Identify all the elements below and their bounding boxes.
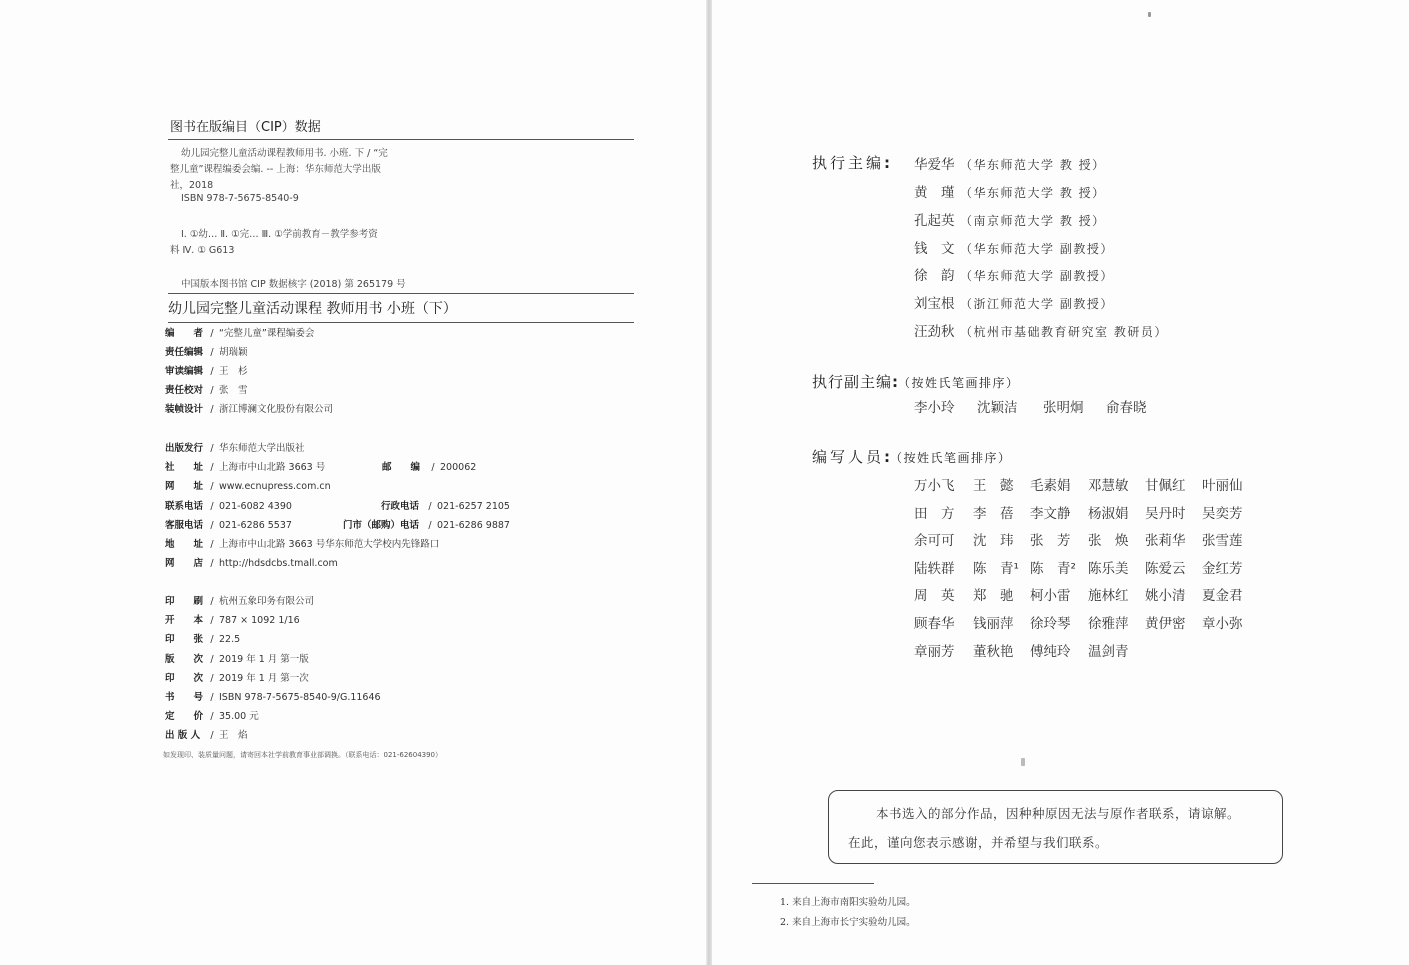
role-colon: : (884, 448, 891, 466)
sort-note: （按姓氏笔画排序） (898, 376, 1020, 390)
editor-name: 汪劲秋 (914, 324, 955, 340)
info-label: 网 址 (165, 481, 204, 492)
exec-chief-editor (914, 181, 1106, 201)
info-label: 网 店 (165, 558, 204, 569)
info-value: 200062 (440, 462, 477, 473)
info-label: 版 次 (165, 654, 204, 665)
info-value: 021-6257 2105 (437, 501, 510, 512)
info-row-printing: 印 次 / 2019 年 1 月 第一次 (165, 670, 309, 684)
info-label: 门市（邮购）电话 (343, 520, 420, 531)
info-row-website: 网 址 / www.ecnupress.com.cn (165, 478, 331, 492)
info-value: 2019 年 1 月 第一版 (219, 654, 309, 665)
writer-name: 吴奕芳 (1202, 506, 1243, 522)
info-value: 上海市中山北路 3663 号华东师范大学校内先锋路口 (219, 539, 440, 550)
cip-isbn: ISBN 978-7-5675-8540-9 (181, 193, 299, 204)
editor-name: 黄 瑾 (914, 185, 955, 201)
info-label: 印 刷 (165, 596, 204, 607)
cip-title: 图书在版编目（CIP）数据 (170, 120, 321, 135)
role-label-text: 执行副主编 (812, 373, 893, 391)
cip-line: 幼儿园完整儿童活动课程教师用书. 小班. 下 / “完 (181, 148, 388, 159)
editor-name: 华爱华 (914, 157, 955, 173)
deputy-editor-name: 张明炯 (1043, 400, 1084, 416)
footnote: 2. 来自上海市长宁实验幼儿园。 (780, 917, 916, 928)
writer-name: 周 英 (914, 588, 955, 604)
info-row-postcode: 邮 编 / 200062 (382, 459, 476, 473)
info-row-admin-phone: 行政电话 / 021-6257 2105 (381, 498, 510, 512)
editor-affiliation: （华东师范大学 教 授） (960, 186, 1106, 200)
footnote: 1. 来自上海市南阳实验幼儿园。 (780, 897, 916, 908)
info-label: 出 版 人 (165, 730, 201, 741)
editor-affiliation: （华东师范大学 副教授） (960, 242, 1114, 256)
exec-chief-editor (914, 320, 1168, 340)
writer-name: 柯小雷 (1030, 588, 1071, 604)
editor-name: 孔起英 (914, 213, 955, 229)
info-row-printer: 印 刷 / 杭州五象印务有限公司 (165, 593, 314, 607)
cip-line: Ⅰ. ①幼… Ⅱ. ①完… Ⅲ. ①学前教育－教学参考资 (181, 229, 378, 240)
info-value: 35.00 元 (219, 711, 259, 722)
info-row-review-editor: 审读编辑 / 王 杉 (165, 363, 248, 377)
info-label: 责任校对 (165, 385, 204, 396)
writer-name: 张莉华 (1145, 533, 1186, 549)
editor-affiliation: （浙江师范大学 副教授） (960, 297, 1114, 311)
exec-deputy-editor-label (812, 371, 1020, 392)
info-value: 浙江博澜文化股份有限公司 (219, 404, 334, 415)
writer-name: 甘佩红 (1145, 478, 1186, 494)
info-label: 印 张 (165, 634, 204, 645)
info-value: 胡瑞颖 (219, 347, 248, 358)
info-value: “完整儿童”课程编委会 (219, 328, 315, 339)
info-value: 22.5 (219, 634, 241, 645)
role-colon: : (884, 154, 891, 172)
info-value: 杭州五象印务有限公司 (219, 596, 315, 607)
info-label: 定 价 (165, 711, 204, 722)
info-label: 地 址 (165, 539, 204, 550)
info-label: 出版发行 (165, 443, 204, 454)
editor-name: 刘宝根 (914, 296, 955, 312)
writer-name: 李 蓓 (973, 506, 1014, 522)
info-row-design: 装帧设计 / 浙江博澜文化股份有限公司 (165, 401, 333, 415)
writer-name: 施林红 (1088, 588, 1129, 604)
info-row-format: 开 本 / 787 × 1092 1/16 (165, 612, 300, 626)
writer-name: 田 方 (914, 506, 955, 522)
writer-name: 叶丽仙 (1202, 478, 1243, 494)
info-label: 邮 编 (382, 462, 421, 473)
writer-name: 余可可 (914, 533, 955, 549)
writer-name: 姚小清 (1145, 588, 1186, 604)
info-value: 021-6082 4390 (219, 501, 292, 512)
cip-bottom-rule (168, 293, 634, 294)
exec-chief-editor (914, 153, 1106, 173)
book-title-rule (168, 322, 634, 323)
info-label: 书 号 (165, 692, 204, 703)
cip-line: 料 Ⅳ. ① G613 (170, 245, 235, 256)
info-value: 2019 年 1 月 第一次 (219, 673, 309, 684)
notice-line: 在此，谨向您表示感谢，并希望与我们联系。 (848, 835, 1109, 850)
info-label: 客服电话 (165, 520, 204, 531)
info-row-edition: 版 次 / 2019 年 1 月 第一版 (165, 651, 309, 665)
info-row-publisher-person: 出 版 人 / 王 焰 (165, 727, 248, 741)
notice-box (828, 790, 1283, 864)
info-value: 021-6286 9887 (437, 520, 510, 531)
writer-name: 徐雅萍 (1088, 616, 1129, 632)
exec-chief-editor (914, 209, 1106, 229)
info-value: http://hdsdcbs.tmall.com (219, 558, 338, 569)
deputy-editor-name: 李小玲 (914, 400, 955, 416)
writer-name: 吴丹时 (1145, 506, 1186, 522)
writer-name: 章小弥 (1202, 616, 1243, 632)
info-value: 上海市中山北路 3663 号 (219, 462, 326, 473)
cip-line: 社，2018 (170, 180, 214, 191)
exec-chief-editor (914, 237, 1114, 257)
writer-name: 张 芳 (1030, 533, 1071, 549)
writer-name: 李文静 (1030, 506, 1071, 522)
info-value: 787 × 1092 1/16 (219, 615, 300, 626)
writer-name: 张雪莲 (1202, 533, 1243, 549)
info-row-sheets: 印 张 / 22.5 (165, 631, 240, 645)
info-value: 王 焰 (219, 730, 248, 741)
writer-name: 陆轶群 (914, 561, 955, 577)
writer-name: 夏金君 (1202, 588, 1243, 604)
info-row-editor: 编 者 / “完整儿童”课程编委会 (165, 325, 314, 339)
info-row-store-phone: 门市（邮购）电话 / 021-6286 9887 (343, 517, 510, 531)
writer-name: 傅纯玲 (1030, 644, 1071, 660)
writer-name: 张 焕 (1088, 533, 1129, 549)
info-row-location: 地 址 / 上海市中山北路 3663 号华东师范大学校内先锋路口 (165, 536, 439, 550)
info-row-responsible-editor: 责任编辑 / 胡瑞颖 (165, 344, 248, 358)
writer-name: 王 懿 (973, 478, 1014, 494)
info-label: 印 次 (165, 673, 204, 684)
cip-line: 整儿童”课程编委会编. -- 上海：华东师范大学出版 (170, 164, 381, 175)
editor-affiliation: （华东师范大学 副教授） (960, 269, 1114, 283)
writer-name: 陈爱云 (1145, 561, 1186, 577)
footnote-rule (752, 883, 874, 884)
writer-name: 董秋艳 (973, 644, 1014, 660)
info-label: 联系电话 (165, 501, 204, 512)
exec-chief-editor (914, 264, 1114, 284)
role-label-text: 执行主编 (812, 154, 885, 172)
role-colon: : (892, 373, 899, 391)
writer-name: 陈 青² (1030, 561, 1076, 577)
info-value: ISBN 978-7-5675-8540-9/G.11646 (219, 692, 381, 703)
writer-name: 沈 玮 (973, 533, 1014, 549)
info-label: 责任编辑 (165, 347, 204, 358)
info-row-service-phone: 客服电话 / 021-6286 5537 (165, 517, 292, 531)
quality-footer-note: 如发现印、装质量问题，请寄回本社学前教育事业部调换。（联系电话：021-62604390） (163, 751, 443, 759)
writers-label (812, 446, 1012, 467)
editor-affiliation: （华东师范大学 教 授） (960, 158, 1106, 172)
editor-affiliation: （杭州市基础教育研究室 教研员） (960, 325, 1168, 339)
writer-name: 徐玲琴 (1030, 616, 1071, 632)
editor-name: 钱 文 (914, 241, 955, 257)
writer-name: 顾春华 (914, 616, 955, 632)
writer-name: 金红芳 (1202, 561, 1243, 577)
deputy-editor-name: 俞春晓 (1106, 400, 1147, 416)
sort-note: （按姓氏笔画排序） (890, 451, 1012, 465)
scan-speck (1148, 12, 1151, 17)
notice-line: 本书选入的部分作品，因种种原因无法与原作者联系，请谅解。 (876, 806, 1241, 821)
info-label: 行政电话 (381, 501, 420, 512)
exec-chief-editor (914, 292, 1114, 312)
writer-name: 万小飞 (914, 478, 955, 494)
info-label: 装帧设计 (165, 404, 204, 415)
info-value: 王 杉 (219, 366, 248, 377)
info-value: 张 雪 (219, 385, 248, 396)
info-value: 021-6286 5537 (219, 520, 292, 531)
editor-name: 徐 韵 (914, 268, 955, 284)
editor-affiliation: （南京师范大学 教 授） (960, 214, 1106, 228)
info-row-publisher: 出版发行 / 华东师范大学出版社 (165, 440, 305, 454)
info-label: 社 址 (165, 462, 204, 473)
info-row-book-number: 书 号 / ISBN 978-7-5675-8540-9/G.11646 (165, 689, 381, 703)
role-label-text: 编写人员 (812, 448, 885, 466)
deputy-editor-name: 沈颖洁 (977, 400, 1018, 416)
scan-speck (1021, 758, 1025, 766)
writer-name: 陈 青¹ (973, 561, 1019, 577)
info-row-proofreader: 责任校对 / 张 雪 (165, 382, 248, 396)
cip-record-number: 中国版本图书馆 CIP 数据核字 (2018) 第 265179 号 (181, 279, 406, 290)
cip-title-rule (168, 139, 634, 140)
info-label: 编 者 (165, 328, 204, 339)
writer-name: 黄伊密 (1145, 616, 1186, 632)
writer-name: 章丽芳 (914, 644, 955, 660)
book-title: 幼儿园完整儿童活动课程 教师用书 小班（下） (168, 301, 457, 317)
info-label: 开 本 (165, 615, 204, 626)
info-row-contact-phone: 联系电话 / 021-6082 4390 (165, 498, 292, 512)
info-value: www.ecnupress.com.cn (219, 481, 331, 492)
writer-name: 温剑青 (1088, 644, 1129, 660)
writer-name: 杨淑娟 (1088, 506, 1129, 522)
info-row-online-store: 网 店 / http://hdsdcbs.tmall.com (165, 555, 338, 569)
writer-name: 钱丽萍 (973, 616, 1014, 632)
writer-name: 陈乐美 (1088, 561, 1129, 577)
info-label: 审读编辑 (165, 366, 204, 377)
info-row-price: 定 价 / 35.00 元 (165, 708, 259, 722)
info-row-address: 社 址 / 上海市中山北路 3663 号 (165, 459, 325, 473)
writer-name: 邓慧敏 (1088, 478, 1129, 494)
writer-name: 郑 驰 (973, 588, 1014, 604)
info-value: 华东师范大学出版社 (219, 443, 305, 454)
exec-chief-editor-label (812, 152, 890, 173)
writer-name: 毛素娟 (1030, 478, 1071, 494)
